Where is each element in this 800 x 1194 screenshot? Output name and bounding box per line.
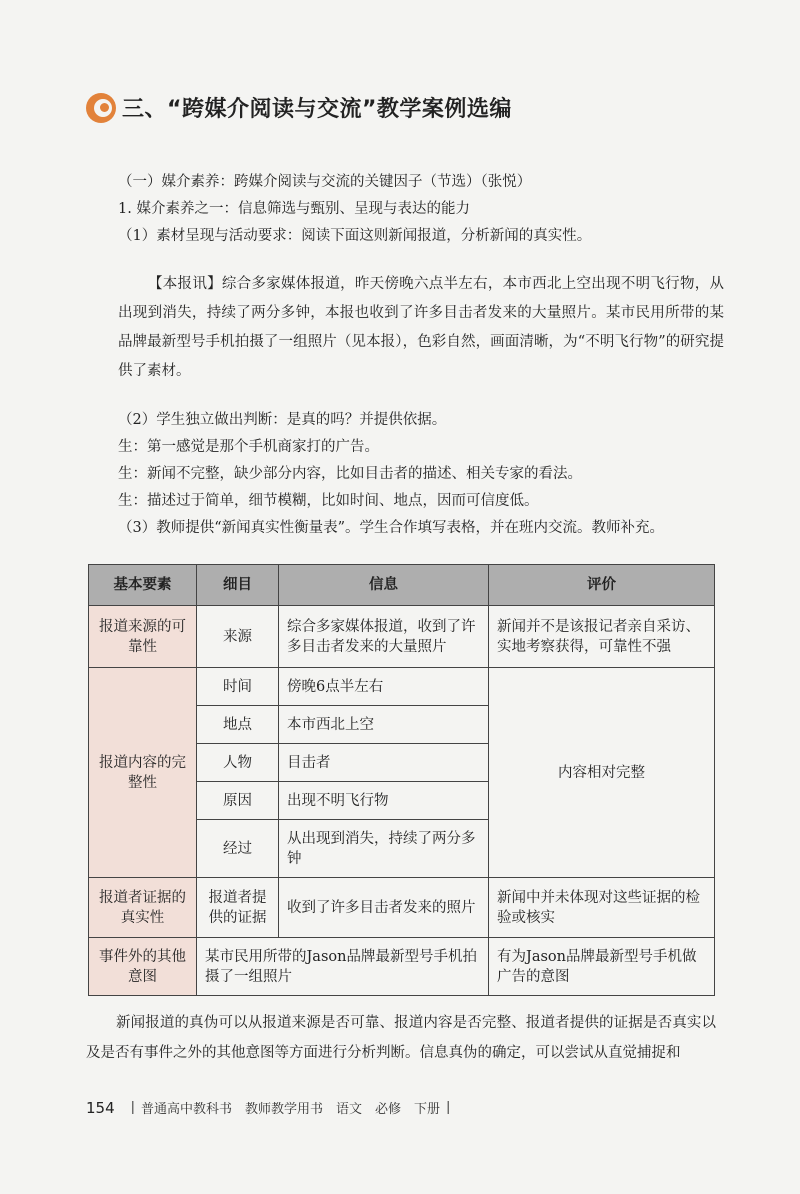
detail-cell: 原因 bbox=[197, 782, 279, 820]
info-cell: 从出现到消失，持续了两分多钟 bbox=[279, 820, 489, 878]
header-cell: 评价 bbox=[489, 565, 715, 606]
student-answer-1: 生：第一感觉是那个手机商家打的广告。 bbox=[118, 439, 379, 455]
eval-cell: 内容相对完整 bbox=[489, 668, 715, 878]
element-cell: 事件外的其他意图 bbox=[89, 938, 197, 996]
element-cell: 报道内容的完整性 bbox=[89, 668, 197, 878]
detail-cell: 报道者提供的证据 bbox=[197, 878, 279, 938]
info-cell: 收到了许多目击者发来的照片 bbox=[279, 878, 489, 938]
news-report: 【本报讯】综合多家媒体报道，昨天傍晚六点半左右，本市西北上空出现不明飞行物，从出现到消失，持续了两分多钟，本报也收到了许多目击者发来的大量照片。某市民用所带的某品牌最新型号手机拍摄了一组照片（见本报），色彩自然，画面清晰，为“不明飞行物”的研究提供了素材。 bbox=[118, 276, 724, 379]
point-title: 1. 媒介素养之一：信息筛选与甄别、呈现与表达的能力 bbox=[118, 201, 470, 217]
section-title: 三、“跨媒介阅读与交流”教学案例选编 bbox=[122, 97, 512, 122]
eval-cell: 新闻中并未体现对这些证据的检验或核实 bbox=[489, 878, 715, 938]
table-row bbox=[89, 938, 715, 996]
table-header-row bbox=[89, 565, 715, 606]
eval-cell: 有为Jason品牌最新型号手机做广告的意图 bbox=[489, 938, 715, 996]
eval-cell: 新闻并不是该报记者亲自采访、实地考察获得，可靠性不强 bbox=[489, 606, 715, 668]
detail-cell: 人物 bbox=[197, 744, 279, 782]
activity-step-3: （3）教师提供“新闻真实性衡量表”。学生合作填写表格，并在班内交流。教师补充。 bbox=[118, 520, 665, 536]
detail-cell: 地点 bbox=[197, 706, 279, 744]
info-cell: 傍晚6点半左右 bbox=[279, 668, 489, 706]
news-authenticity-table bbox=[88, 564, 715, 996]
subsection-title: （一）媒介素养：跨媒介阅读与交流的关键因子（节选）（张悦） bbox=[118, 174, 532, 190]
info-cell: 目击者 bbox=[279, 744, 489, 782]
info-cell: 综合多家媒体报道，收到了许多目击者发来的大量照片 bbox=[279, 606, 489, 668]
footer-divider: | bbox=[130, 1100, 136, 1115]
info-cell: 本市西北上空 bbox=[279, 706, 489, 744]
header-cell: 信息 bbox=[279, 565, 489, 606]
table-row bbox=[89, 878, 715, 938]
element-cell: 报道来源的可靠性 bbox=[89, 606, 197, 668]
detail-cell: 来源 bbox=[197, 606, 279, 668]
page-number: 154 bbox=[86, 1098, 115, 1117]
info-cell: 某市民用所带的Jason品牌最新型号手机拍摄了一组照片 bbox=[197, 938, 489, 996]
section-heading bbox=[86, 92, 512, 123]
circle-logo-icon bbox=[86, 93, 116, 123]
activity-requirement: （1）素材呈现与活动要求：阅读下面这则新闻报道，分析新闻的真实性。 bbox=[118, 228, 592, 244]
header-cell: 细目 bbox=[197, 565, 279, 606]
detail-cell: 经过 bbox=[197, 820, 279, 878]
detail-cell: 时间 bbox=[197, 668, 279, 706]
table-row bbox=[89, 668, 715, 706]
page-footer bbox=[86, 1098, 456, 1117]
activity-step-2: （2）学生独立做出判断：是真的吗？并提供依据。 bbox=[118, 412, 447, 428]
student-answer-3: 生：描述过于简单，细节模糊，比如时间、地点，因而可信度低。 bbox=[118, 493, 539, 509]
element-cell: 报道者证据的真实性 bbox=[89, 878, 197, 938]
analysis-paragraph: 新闻报道的真伪可以从报道来源是否可靠、报道内容是否完整、报道者提供的证据是否真实以及是否有事件之外的其他意图等方面进行分析判断。信息真伪的确定，可以尝试从直觉捕捉和 bbox=[86, 1015, 716, 1061]
footer-divider: | bbox=[446, 1100, 451, 1115]
book-title: 普通高中教科书 教师教学用书 语文 必修 下册 bbox=[141, 1102, 441, 1117]
info-cell: 出现不明飞行物 bbox=[279, 782, 489, 820]
header-cell: 基本要素 bbox=[89, 565, 197, 606]
student-answer-2: 生：新闻不完整，缺少部分内容，比如目击者的描述、相关专家的看法。 bbox=[118, 466, 582, 482]
table-row bbox=[89, 606, 715, 668]
